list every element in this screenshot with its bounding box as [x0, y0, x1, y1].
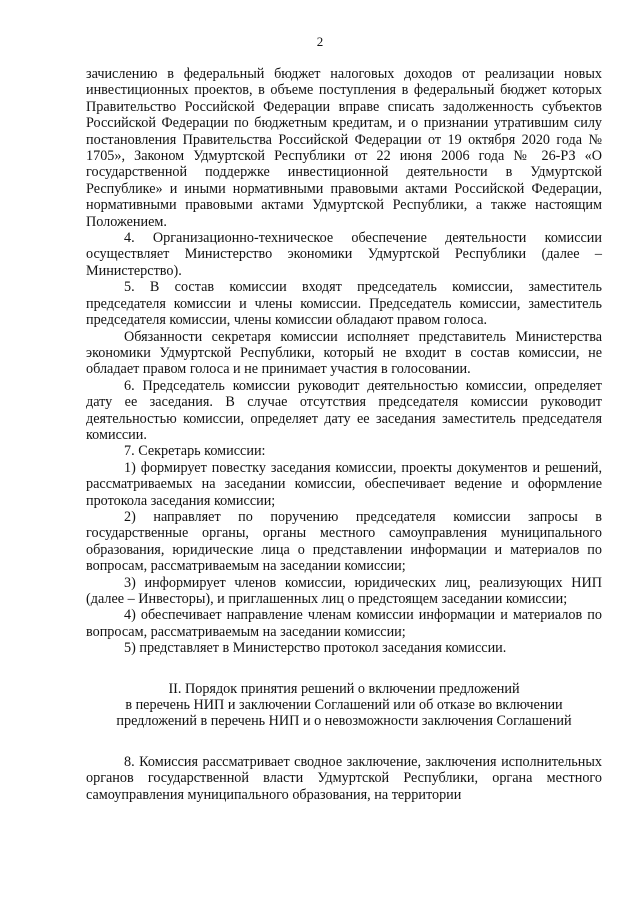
list-item-2: 2) направляет по поручению председателя комиссии запросы в государственные органы, органы местного самоуправления муниципального образования, юридические лица о представлении информации и материалов по вопросам, рассматриваемым на заседании комиссии;	[86, 508, 602, 575]
section-heading-line-2: в перечень НИП и заключении Соглашений или об отказе во включении	[125, 697, 563, 714]
section-heading-line-3: предложений в перечень НИП и о невозможности заключения Соглашений	[116, 713, 572, 730]
list-item-5: 5) представляет в Министерство протокол заседания комиссии.	[124, 640, 507, 657]
section-heading	[86, 681, 602, 730]
paragraph-item-7: 7. Секретарь комиссии:	[124, 443, 266, 460]
list-item-3: 3) информирует членов комиссии, юридических лиц, реализующих НИП (далее – Инвесторы), и приглашенных лиц о предстоящем заседании комиссии;	[86, 574, 602, 607]
paragraph-item-4: 4. Организационно-техническое обеспечение деятельности комиссии осуществляет Министерство экономики Удмуртской Республики (далее – Министерство).	[86, 230, 602, 279]
paragraph-intro: зачислению в федеральный бюджет налоговых доходов от реализации новых инвестиционных проектов, в объеме поступления в федеральный бюджет которых Правительство Российской Федерации вправе списать задолженность субъектов Российской Федерации по бюджетным кредитам, и о признании утратившим силу постановления Правительства Российской Федерации от 19 октября 2020 года № 1705», Законом Удмуртской Республики от 22 июня 2006 года № 26-РЗ «О государственной поддержке инвестиционной деятельности в Удмуртской Республике» и иными нормативными правовыми актами Российской Федерации, нормативными правовыми актами Удмуртской Республики, а также настоящим Положением.	[86, 66, 602, 230]
list-item-1: 1) формирует повестку заседания комиссии, проекты документов и решений, рассматриваемых на заседании комиссии, обеспечивает ведение и оформление протокола заседания комиссии;	[86, 459, 602, 509]
list-item-4: 4) обеспечивает направление членам комиссии информации и материалов по вопросам, рассматриваемым на заседании комиссии;	[86, 607, 602, 640]
page-number: 2	[316, 34, 324, 49]
document-body	[86, 66, 602, 803]
paragraph-item-6: 6. Председатель комиссии руководит деятельностью комиссии, определяет дату ее заседания. В случае отсутствия председателя комиссии руководит деятельностью комиссии, определяет дату ее заседания заместитель председателя комиссии.	[86, 377, 602, 443]
paragraph-item-8: 8. Комиссия рассматривает сводное заключение, заключения исполнительных органов государственной власти Удмуртской Республики, органа местного самоуправления муниципального образования, на территории	[86, 753, 602, 803]
paragraph-item-5: 5. В состав комиссии входят председатель комиссии, заместитель председателя комиссии и члены комиссии. Председатель комиссии, заместитель председателя комиссии, члены комиссии обладают правом голоса.	[86, 279, 602, 329]
section-heading-line-1: II. Порядок принятия решений о включении предложений	[168, 680, 520, 697]
paragraph-secretary-duties: Обязанности секретаря комиссии исполняет представитель Министерства экономики Удмуртской Республики, который не входит в состав комиссии, не обладает правом голоса и не принимает участия в голосовании.	[86, 328, 602, 378]
